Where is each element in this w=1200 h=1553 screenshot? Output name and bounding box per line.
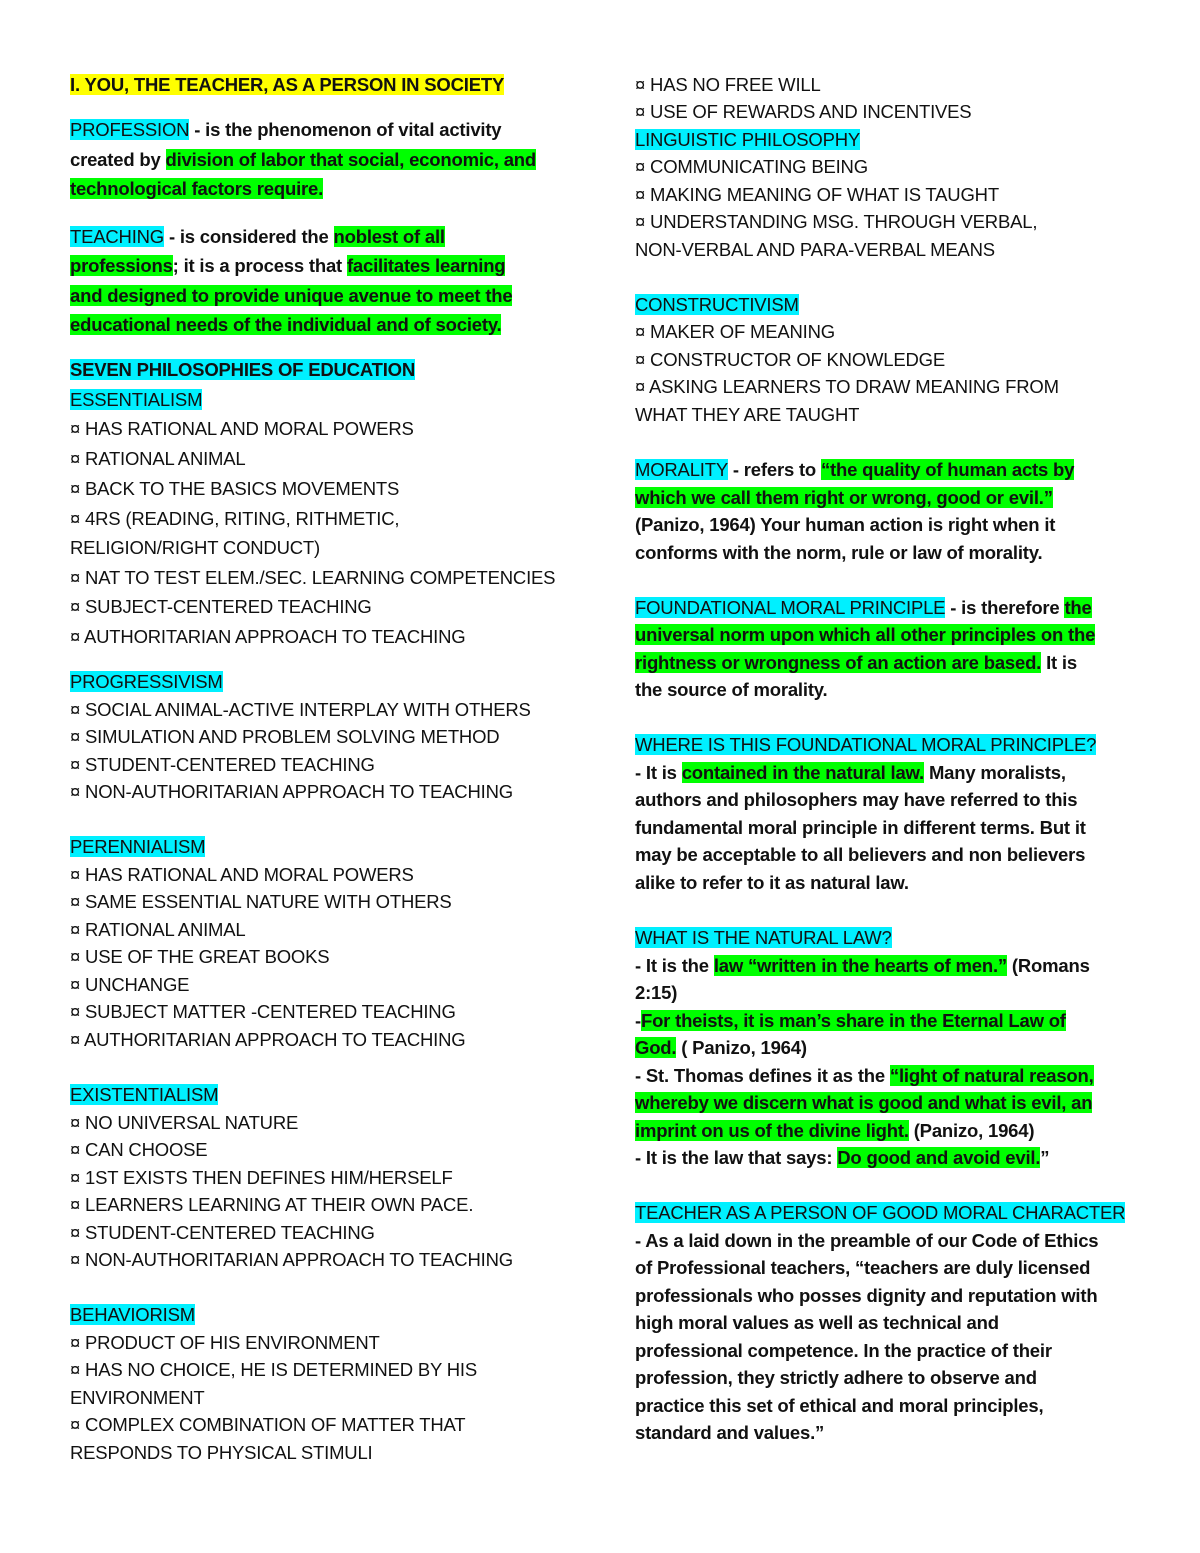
profession-highlight: technological factors require. xyxy=(70,178,324,199)
teaching-highlight: facilitates learning xyxy=(346,255,506,276)
perennialism-item: ¤ USE OF THE GREAT BOOKS xyxy=(70,946,330,967)
constructivism-item: ¤ MAKER OF MEANING xyxy=(635,321,835,342)
behaviorism-item: ¤ USE OF REWARDS AND INCENTIVES xyxy=(635,101,972,122)
natural-highlight: whereby we discern what is good and what is evil, an xyxy=(635,1092,1093,1113)
constructivism-heading: CONSTRUCTIVISM xyxy=(635,294,799,315)
natural-text: (Romans xyxy=(1006,955,1090,976)
perennialism-item: ¤ SAME ESSENTIAL NATURE WITH OTHERS xyxy=(70,891,452,912)
teacher-line: of Professional teachers, “teachers are duly licensed xyxy=(635,1257,1091,1278)
progressivism-item: ¤ STUDENT-CENTERED TEACHING xyxy=(70,754,375,775)
seven-philosophies-heading-line xyxy=(70,357,415,383)
linguistic-item: NON-VERBAL AND PARA-VERBAL MEANS xyxy=(635,239,995,260)
morality-line-2 xyxy=(635,485,1053,511)
natural-text: ( Panizo, 1964) xyxy=(676,1037,807,1058)
essentialism-heading-line xyxy=(70,387,202,413)
teaching-line-4 xyxy=(70,312,501,338)
natural-line-7 xyxy=(635,1118,1034,1144)
behaviorism-item: ¤ PRODUCT OF HIS ENVIRONMENT xyxy=(70,1332,380,1353)
natural-text: - It is the xyxy=(635,955,714,976)
linguistic-heading-line xyxy=(635,127,860,153)
teaching-text: - is considered the xyxy=(164,226,334,247)
profession-highlight: division of labor that social, economic, and xyxy=(165,149,537,170)
teaching-term: TEACHING xyxy=(70,226,164,247)
natural-text: (Panizo, 1964) xyxy=(908,1120,1035,1141)
essentialism-item: ¤ NAT TO TEST ELEM./SEC. LEARNING COMPETENCIES xyxy=(70,567,556,588)
natural-highlight: law “written in the hearts of men.” xyxy=(713,955,1007,976)
natural-highlight: Do good and avoid evil. xyxy=(837,1147,1041,1168)
morality-line-4: conforms with the norm, rule or law of morality. xyxy=(635,542,1043,563)
teaching-text: ; it is a process that xyxy=(172,255,347,276)
natural-highlight: For theists, it is man’s share in the Eternal Law of xyxy=(640,1010,1066,1031)
where-question-line xyxy=(635,732,1096,758)
where-line-1 xyxy=(635,760,1066,786)
natural-text: - It is the law that says: xyxy=(635,1147,838,1168)
essentialism-item: ¤ RATIONAL ANIMAL xyxy=(70,448,246,469)
seven-philosophies-heading: SEVEN PHILOSOPHIES OF EDUCATION xyxy=(70,359,416,380)
morality-text: - refers to xyxy=(727,459,821,480)
natural-line-1 xyxy=(635,953,1090,979)
natural-text: ” xyxy=(1040,1147,1050,1168)
essentialism-item: ¤ SUBJECT-CENTERED TEACHING xyxy=(70,596,372,617)
natural-line-3 xyxy=(635,1008,1066,1034)
natural-line-4 xyxy=(635,1035,807,1061)
natural-question: WHAT IS THE NATURAL LAW? xyxy=(635,927,892,948)
essentialism-item: ¤ 4RS (READING, RITING, RITHMETIC, xyxy=(70,508,400,529)
natural-text: - xyxy=(635,1010,641,1031)
progressivism-heading-line xyxy=(70,669,223,695)
teacher-heading: TEACHER AS A PERSON OF GOOD MORAL CHARACTER xyxy=(635,1202,1126,1223)
constructivism-heading-line xyxy=(635,292,799,318)
morality-highlight: which we call them right or wrong, good or evil.” xyxy=(635,487,1053,508)
natural-highlight: “light of natural reason, xyxy=(889,1065,1094,1086)
teacher-line: professional competence. In the practice of their xyxy=(635,1340,1052,1361)
linguistic-item: ¤ MAKING MEANING OF WHAT IS TAUGHT xyxy=(635,184,999,205)
behaviorism-item: ¤ COMPLEX COMBINATION OF MATTER THAT xyxy=(70,1414,466,1435)
teaching-highlight: noblest of all xyxy=(333,226,445,247)
where-question: WHERE IS THIS FOUNDATIONAL MORAL PRINCIPLE? xyxy=(635,734,1097,755)
linguistic-item: ¤ UNDERSTANDING MSG. THROUGH VERBAL, xyxy=(635,211,1038,232)
teacher-line: - As a laid down in the preamble of our Code of Ethics xyxy=(635,1230,1099,1251)
existentialism-heading-line xyxy=(70,1082,218,1108)
profession-line-3 xyxy=(70,176,323,202)
perennialism-item: ¤ AUTHORITARIAN APPROACH TO TEACHING xyxy=(70,1029,466,1050)
profession-text: created by xyxy=(70,149,166,170)
progressivism-item: ¤ SOCIAL ANIMAL-ACTIVE INTERPLAY WITH OTHERS xyxy=(70,699,531,720)
existentialism-item: ¤ LEARNERS LEARNING AT THEIR OWN PACE. xyxy=(70,1194,474,1215)
natural-line-5 xyxy=(635,1063,1094,1089)
where-line-5: alike to refer to it as natural law. xyxy=(635,872,909,893)
existentialism-item: ¤ NON-AUTHORITARIAN APPROACH TO TEACHING xyxy=(70,1249,513,1270)
perennialism-heading-line xyxy=(70,834,205,860)
morality-line-1 xyxy=(635,457,1074,483)
where-text: Many moralists, xyxy=(924,762,1066,783)
behaviorism-heading-line xyxy=(70,1302,195,1328)
essentialism-item: ¤ AUTHORITARIAN APPROACH TO TEACHING xyxy=(70,626,466,647)
profession-line-1 xyxy=(70,117,501,143)
existentialism-item: ¤ STUDENT-CENTERED TEACHING xyxy=(70,1222,375,1243)
morality-highlight: “the quality of human acts by xyxy=(820,459,1075,480)
morality-line-3: (Panizo, 1964) Your human action is right when it xyxy=(635,514,1056,535)
foundational-highlight: the xyxy=(1064,597,1092,618)
teaching-line-1 xyxy=(70,224,445,250)
natural-text: - St. Thomas defines it as the xyxy=(635,1065,890,1086)
progressivism-item: ¤ NON-AUTHORITARIAN APPROACH TO TEACHING xyxy=(70,781,513,802)
where-text: - It is xyxy=(635,762,682,783)
perennialism-heading: PERENNIALISM xyxy=(70,836,206,857)
natural-line-8 xyxy=(635,1145,1049,1171)
linguistic-heading: LINGUISTIC PHILOSOPHY xyxy=(635,129,861,150)
behaviorism-item: ¤ HAS NO FREE WILL xyxy=(635,74,821,95)
foundational-highlight: universal norm upon which all other principles on the xyxy=(635,624,1096,645)
behaviorism-heading: BEHAVIORISM xyxy=(70,1304,195,1325)
document-title-line xyxy=(70,72,504,98)
where-highlight: contained in the natural law. xyxy=(681,762,924,783)
foundational-highlight: rightness or wrongness of an action are based. xyxy=(635,652,1042,673)
teaching-highlight: and designed to provide unique avenue to meet the xyxy=(70,285,513,306)
document-title: I. YOU, THE TEACHER, AS A PERSON IN SOCIETY xyxy=(70,74,505,95)
behaviorism-item: RESPONDS TO PHYSICAL STIMULI xyxy=(70,1442,373,1463)
essentialism-heading: ESSENTIALISM xyxy=(70,389,203,410)
existentialism-item: ¤ NO UNIVERSAL NATURE xyxy=(70,1112,299,1133)
natural-question-line xyxy=(635,925,892,951)
foundational-term: FOUNDATIONAL MORAL PRINCIPLE xyxy=(635,597,946,618)
perennialism-item: ¤ HAS RATIONAL AND MORAL POWERS xyxy=(70,864,414,885)
constructivism-item: ¤ ASKING LEARNERS TO DRAW MEANING FROM xyxy=(635,376,1059,397)
constructivism-item: ¤ CONSTRUCTOR OF KNOWLEDGE xyxy=(635,349,946,370)
natural-highlight: God. xyxy=(635,1037,677,1058)
existentialism-item: ¤ 1ST EXISTS THEN DEFINES HIM/HERSELF xyxy=(70,1167,453,1188)
behaviorism-item: ENVIRONMENT xyxy=(70,1387,205,1408)
essentialism-item: ¤ HAS RATIONAL AND MORAL POWERS xyxy=(70,418,414,439)
morality-term: MORALITY xyxy=(635,459,728,480)
natural-line-6 xyxy=(635,1090,1092,1116)
behaviorism-item: ¤ HAS NO CHOICE, HE IS DETERMINED BY HIS xyxy=(70,1359,477,1380)
essentialism-item: ¤ BACK TO THE BASICS MOVEMENTS xyxy=(70,478,400,499)
foundational-line-2 xyxy=(635,622,1095,648)
where-line-2: authors and philosophers may have referred to this xyxy=(635,789,1078,810)
where-line-3: fundamental moral principle in different terms. But it xyxy=(635,817,1086,838)
foundational-line-1 xyxy=(635,595,1092,621)
profession-line-2 xyxy=(70,147,536,173)
existentialism-item: ¤ CAN CHOOSE xyxy=(70,1139,208,1160)
teacher-line: professionals who posses dignity and reputation with xyxy=(635,1285,1098,1306)
existentialism-heading: EXISTENTIALISM xyxy=(70,1084,219,1105)
teacher-line: profession, they strictly adhere to observe and xyxy=(635,1367,1037,1388)
teacher-line: high moral values as well as technical and xyxy=(635,1312,999,1333)
foundational-line-4: the source of morality. xyxy=(635,679,828,700)
constructivism-item: WHAT THEY ARE TAUGHT xyxy=(635,404,860,425)
teacher-line: standard and values.” xyxy=(635,1422,825,1443)
teaching-highlight: educational needs of the individual and of society. xyxy=(70,314,502,335)
foundational-text: It is xyxy=(1041,652,1077,673)
where-line-4: may be acceptable to all believers and non believers xyxy=(635,844,1086,865)
teaching-line-3 xyxy=(70,283,512,309)
profession-term: PROFESSION xyxy=(70,119,190,140)
progressivism-item: ¤ SIMULATION AND PROBLEM SOLVING METHOD xyxy=(70,726,500,747)
perennialism-item: ¤ SUBJECT MATTER -CENTERED TEACHING xyxy=(70,1001,456,1022)
teaching-line-2 xyxy=(70,253,505,279)
teacher-heading-line xyxy=(635,1200,1125,1226)
natural-line-2: 2:15) xyxy=(635,982,678,1003)
linguistic-item: ¤ COMMUNICATING BEING xyxy=(635,156,868,177)
progressivism-heading: PROGRESSIVISM xyxy=(70,671,223,692)
teaching-highlight: professions xyxy=(70,255,173,276)
perennialism-item: ¤ RATIONAL ANIMAL xyxy=(70,919,246,940)
natural-highlight: imprint on us of the divine light. xyxy=(635,1120,909,1141)
essentialism-item: RELIGION/RIGHT CONDUCT) xyxy=(70,537,320,558)
foundational-text: - is therefore xyxy=(945,597,1065,618)
profession-text: - is the phenomenon of vital activity xyxy=(189,119,502,140)
perennialism-item: ¤ UNCHANGE xyxy=(70,974,190,995)
teacher-line: practice this set of ethical and moral principles, xyxy=(635,1395,1044,1416)
foundational-line-3 xyxy=(635,650,1077,676)
